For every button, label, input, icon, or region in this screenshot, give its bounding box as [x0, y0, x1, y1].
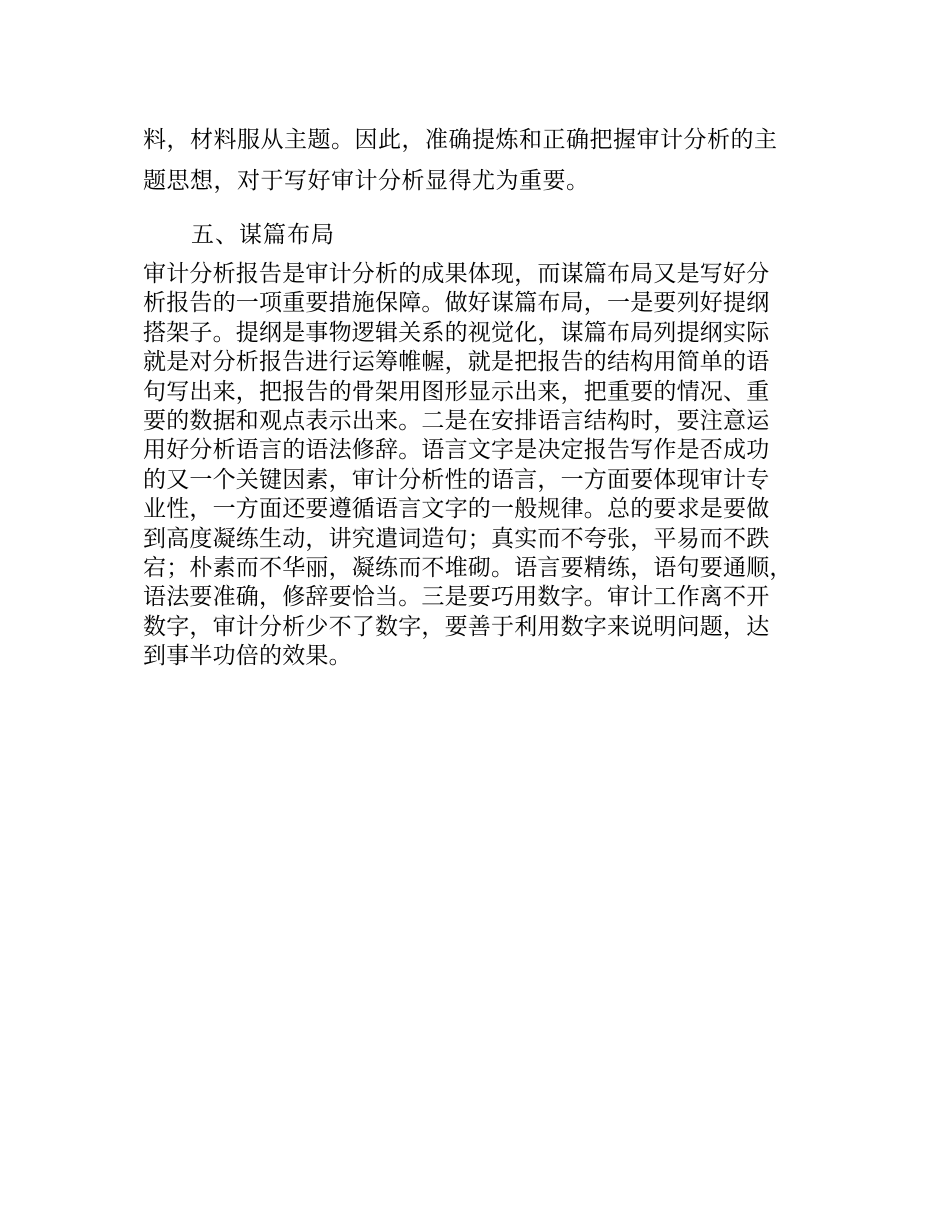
section-heading: 五、谋篇布局: [191, 222, 335, 248]
text-line: 要的数据和观点表示出来。二是在安排语言结构时，要注意运: [143, 408, 770, 435]
text-line: 宕；朴素而不华丽，凝练而不堆砌。语言要精练，语句要通顺，: [143, 555, 793, 582]
paragraph-layout-planning: [143, 260, 828, 672]
paragraph-theme-conclusion: [143, 120, 823, 202]
text-line: 到高度凝练生动，讲究遣词造句；真实而不夸张，平易而不跌: [143, 525, 770, 552]
text-line: 句写出来，把报告的骨架用图形显示出来，把重要的情况、重: [143, 378, 770, 405]
text-line: 数字，审计分析少不了数字，要善于利用数字来说明问题，达: [143, 613, 770, 640]
text-line: 料，材料服从主题。因此，准确提炼和正确把握审计分析的主: [143, 127, 778, 153]
text-line: 题思想，对于写好审计分析显得尤为重要。: [143, 168, 590, 194]
text-line: 审计分析报告是审计分析的成果体现，而谋篇布局又是写好分: [143, 261, 770, 287]
text-line: 就是对分析报告进行运筹帷幄，就是把报告的结构用简单的语: [143, 349, 770, 376]
text-line: 用好分析语言的语法修辞。语言文字是决定报告写作是否成功: [143, 437, 770, 464]
text-line: 的又一个关键因素，审计分析性的语言，一方面要体现审计专: [143, 466, 770, 493]
text-line: 析报告的一项重要措施保障。做好谋篇布局，一是要列好提纲: [143, 290, 770, 317]
text-line: 业性，一方面还要遵循语言文字的一般规律。总的要求是要做: [143, 496, 770, 523]
text-line: 到事半功倍的效果。: [143, 643, 352, 670]
text-line: 语法要准确，修辞要恰当。三是要巧用数字。审计工作离不开: [143, 584, 770, 611]
text-line: 搭架子。提纲是事物逻辑关系的视觉化，谋篇布局列提纲实际: [143, 319, 770, 346]
